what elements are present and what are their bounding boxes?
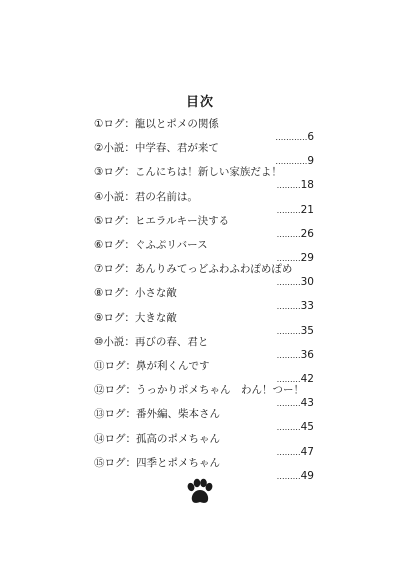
toc-entry-title: ⑦ログ：あんりみてっどふわふわぽめぽめ xyxy=(94,263,293,276)
toc-leader-dots: ……… xyxy=(276,399,301,409)
toc-entry-title: ⑫ログ：うっかりポメちゃん わん！つー！ xyxy=(94,384,304,397)
toc-entry-title: ⑬ログ：番外編、柴本さん xyxy=(94,408,220,421)
toc-leader-dots: ………… xyxy=(275,133,308,142)
toc-entry-title: ⑪ログ：鼻が利くんです xyxy=(94,360,210,372)
toc-entry-page xyxy=(277,469,314,484)
toc-leader-dots: ……… xyxy=(276,278,301,288)
toc-entry-title: ①ログ：龍以とポメの関係 xyxy=(94,118,219,130)
toc-page-number: 35 xyxy=(300,324,314,337)
toc-entry-title: ③ログ：こんにちは！新しい家族だよ！ xyxy=(94,166,282,179)
page-title: 目次 xyxy=(185,95,214,110)
toc-leader-dots: ……… xyxy=(276,229,301,239)
toc-leader-dots: ……… xyxy=(276,447,301,457)
toc-page-number: 30 xyxy=(300,276,314,289)
toc-page-number: 43 xyxy=(300,397,314,410)
toc-leader-dots: ……… xyxy=(276,181,301,191)
toc-leader-dots: ……… xyxy=(276,205,301,215)
paw-print-icon xyxy=(185,478,215,506)
toc-entry-title: ④小説：君の名前は。 xyxy=(94,190,198,203)
toc-entry-title: ⑧ログ：小さな敵 xyxy=(94,287,177,300)
toc-page-number: 26 xyxy=(300,227,314,240)
toc-entry-title: ⑥ログ：ぐふぷリバース xyxy=(94,239,208,251)
toc-page-number: 47 xyxy=(300,445,314,458)
toc-entry-title: ⑨ログ：大きな敵 xyxy=(94,311,177,324)
toc-leader-dots: ……… xyxy=(276,302,301,312)
toc-leader-dots: ………… xyxy=(275,157,308,167)
toc-entry-title: ⑤ログ：ヒエラルキー決する xyxy=(94,214,230,227)
toc-page-number: 9 xyxy=(307,155,314,168)
toc-page-number: 29 xyxy=(300,252,314,264)
toc-page-number: 33 xyxy=(300,300,314,313)
toc-page-number: 36 xyxy=(300,348,314,361)
toc-entry-title: ⑮ログ：四季とポメちゃん xyxy=(94,456,220,469)
toc-entry-title: ⑭ログ：孤高のポメちゃん xyxy=(94,432,220,445)
toc-page-number: 45 xyxy=(300,421,314,434)
toc-leader-dots: ……… xyxy=(276,326,301,336)
toc-leader-dots: ……… xyxy=(276,375,301,384)
toc-entry-title: ⑩小説：再びの春、君と xyxy=(94,335,209,348)
toc-page-number: 21 xyxy=(300,203,314,216)
toc-leader-dots: ……… xyxy=(276,254,301,263)
toc-leader-dots: ……… xyxy=(276,423,301,433)
toc-leader-dots: ……… xyxy=(276,350,301,360)
toc-page-number: 49 xyxy=(300,469,314,482)
toc-page-number: 18 xyxy=(300,179,314,192)
toc-page-number: 42 xyxy=(300,373,314,385)
toc-leader-dots: ……… xyxy=(276,471,301,481)
toc-entry-title: ②小説：中学春、君が来て xyxy=(94,142,219,155)
toc-page-number: 6 xyxy=(307,131,314,143)
